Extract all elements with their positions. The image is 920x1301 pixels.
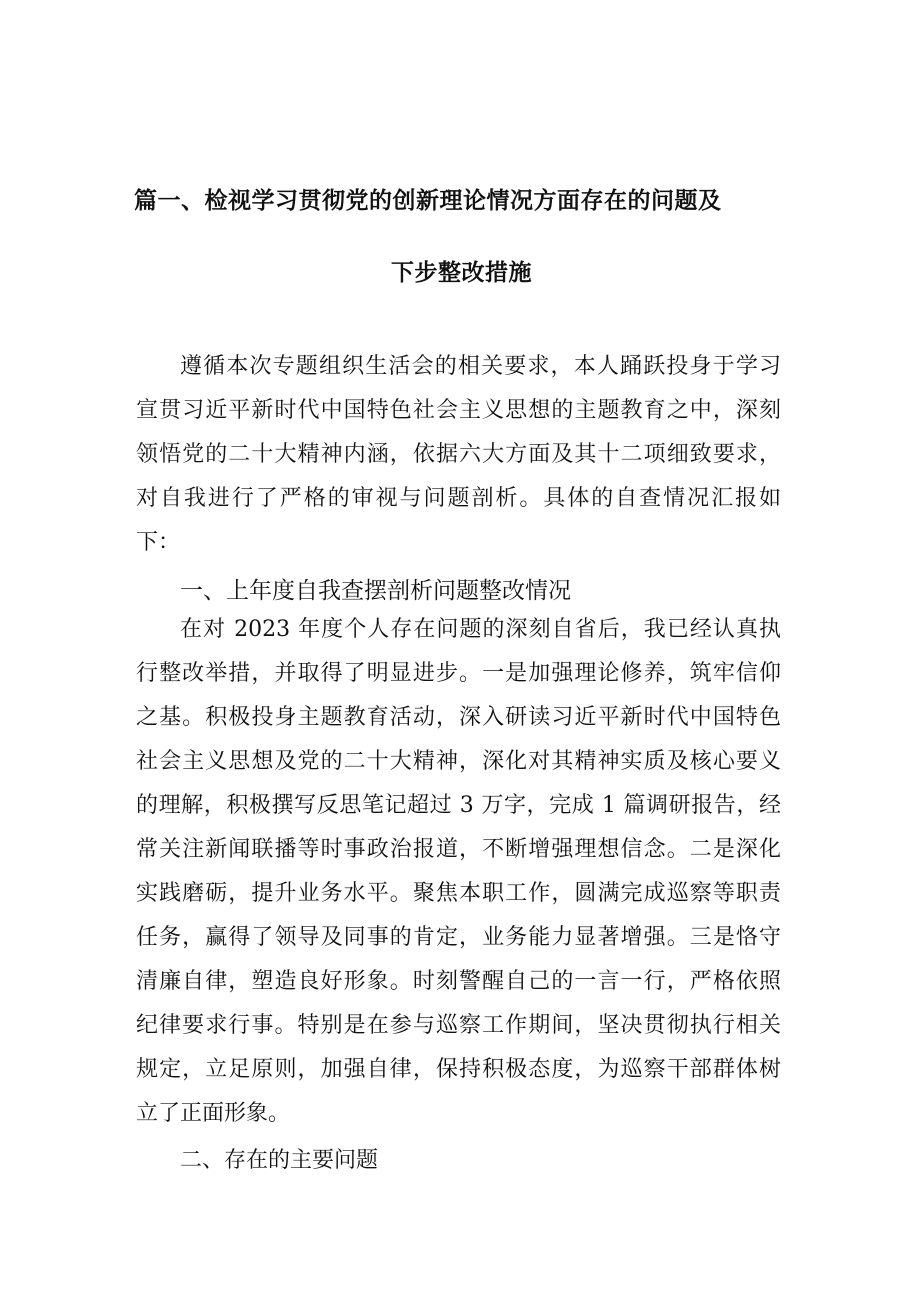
intro-line: 领悟党的二十大精神内涵，依据六大方面及其十二项细致要求，: [136, 442, 781, 467]
intro-line: 下：: [136, 530, 181, 555]
section-1-line: 行整改举措，并取得了明显进步。一是加强理论修养，筑牢信仰: [136, 661, 781, 686]
section-1-line: 在对 2023 年度个人存在问题的深刻自省后，我已经认真执: [180, 617, 781, 642]
section-1-line: 的理解，积极撰写反思笔记超过 3 万字，完成 1 篇调研报告，经: [136, 793, 781, 818]
document-title-line-1: 篇一、检视学习贯彻党的创新理论情况方面存在的问题及: [134, 188, 722, 214]
section-1-line: 任务，赢得了领导及同事的肯定，业务能力显著增强。三是恪守: [136, 925, 781, 950]
section-2-heading: 二、存在的主要问题: [180, 1148, 379, 1173]
section-1-line: 清廉自律，塑造良好形象。时刻警醒自己的一言一行，严格依照: [136, 969, 781, 994]
section-1-line: 之基。积极投身主题教育活动，深入研读习近平新时代中国特色: [136, 705, 781, 730]
intro-line: 对自我进行了严格的审视与问题剖析。具体的自查情况汇报如: [136, 486, 781, 511]
section-1-line: 纪律要求行事。特别是在参与巡察工作期间，坚决贯彻执行相关: [136, 1013, 781, 1038]
section-1-heading: 一、上年度自我查摆剖析问题整改情况: [180, 578, 571, 604]
section-1-line: 规定，立足原则，加强自律，保持积极态度，为巡察干部群体树: [136, 1057, 781, 1082]
document-title-line-2: 下步整改措施: [391, 260, 532, 286]
section-1-line: 社会主义思想及党的二十大精神，深化对其精神实质及核心要义: [136, 749, 781, 774]
section-1-line: 立了正面形象。: [136, 1101, 291, 1126]
section-1-line: 实践磨砺，提升业务水平。聚焦本职工作，圆满完成巡察等职责: [136, 881, 781, 906]
intro-line: 遵循本次专题组织生活会的相关要求，本人踊跃投身于学习: [180, 354, 781, 379]
intro-line: 宣贯习近平新时代中国特色社会主义思想的主题教育之中，深刻: [136, 398, 781, 423]
section-1-line: 常关注新闻联播等时事政治报道，不断增强理想信念。二是深化: [136, 837, 781, 862]
